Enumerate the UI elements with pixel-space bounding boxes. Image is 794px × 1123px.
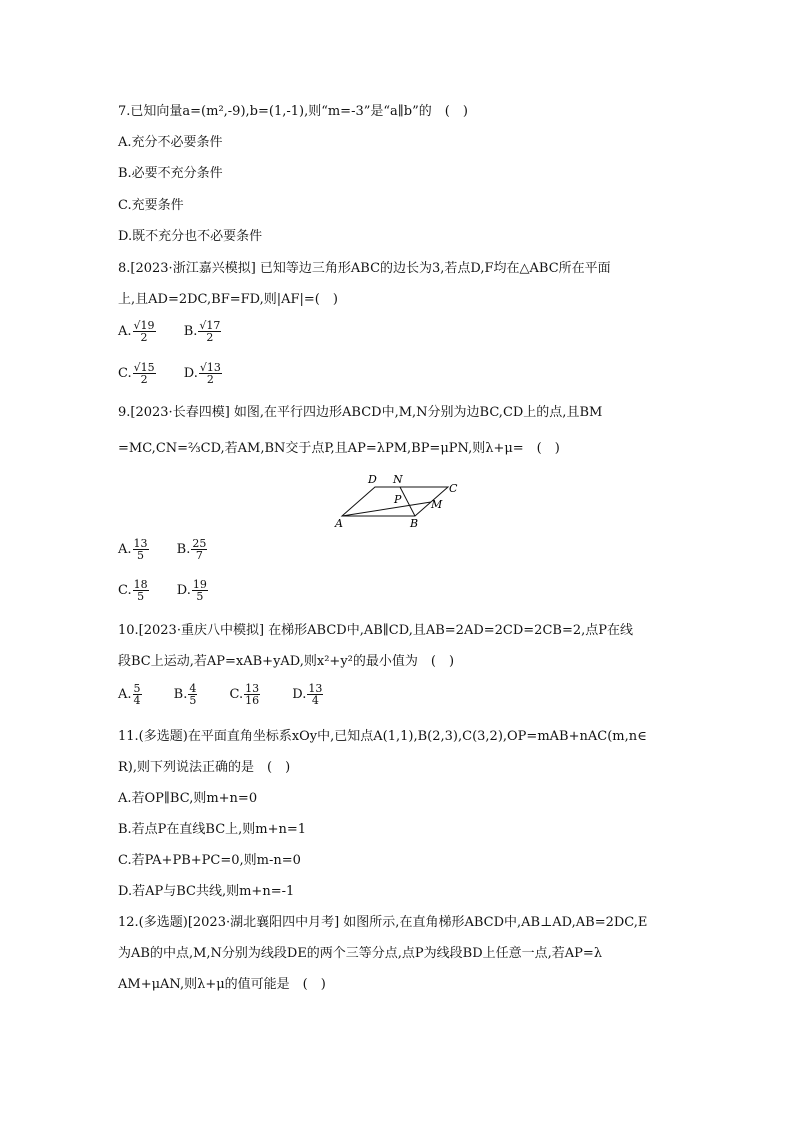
q8-option-c: C. $\frac{√15}{2}$ [118, 361, 155, 386]
label-b: B [410, 517, 419, 530]
q9-stem-line2: =MC,CN=⅔CD,若AM,BN交于点P,且AP=λPM,BP=μPN,则λ+μ= ( ) [118, 441, 560, 456]
label-p: P [394, 493, 402, 506]
q12-stem-line2: 为AB的中点,M,N分别为线段DE的两个三等分点,点P为线段BD上任意一点,若AP=λ [118, 946, 603, 961]
label-c: C [449, 482, 458, 495]
parallelogram-diagram [330, 472, 470, 532]
q9-options-row1 [118, 538, 207, 561]
q9-option-d: D. $\frac{19}{5}$ [176, 578, 207, 603]
label-m: M [431, 498, 443, 511]
q7-stem: 7.已知向量a=(m²,-9),b=(1,-1),则“m=-3”是“a∥b”的 ( ) [118, 104, 468, 119]
q9-option-c: C. $\frac{18}{5}$ [118, 578, 148, 603]
q10-options-row [118, 683, 323, 706]
q10-stem-line2: 段BC上运动,若AP=xAB+yAD,则x²+y²的最小值为 ( ) [118, 654, 455, 669]
q8-stem-line2: 上,且AD=2DC,BF=FD,则|AF|=( ) [118, 292, 338, 307]
q11-option-d: D.若AP与BC共线,则m+n=-1 [118, 884, 295, 899]
q12-stem-line3: AM+μAN,则λ+μ的值可能是 ( ) [118, 977, 326, 992]
q12-stem-line1: 12.(多选题)[2023·湖北襄阳四中月考] 如图所示,在直角梯形ABCD中,AB⊥AD,AB=2DC,E [118, 915, 648, 930]
q8-options-row1 [118, 320, 221, 343]
q11-option-c: C.若PA+PB+PC=0,则m-n=0 [118, 853, 301, 868]
q10-option-a: A. $\frac{5}{4}$ [118, 682, 141, 707]
segment-bn [400, 487, 415, 516]
q11-stem-line2: R),则下列说法正确的是 ( ) [118, 760, 291, 775]
parallelogram-figure [330, 472, 470, 532]
q8-option-a: A. $\frac{√19}{2}$ [118, 319, 155, 344]
q8-option-b: B. $\frac{√17}{2}$ [183, 319, 221, 344]
q9-options-row2 [118, 579, 208, 602]
q7-option-a: A.充分不必要条件 [118, 135, 223, 150]
q10-stem-line1: 10.[2023·重庆八中模拟] 在梯形ABCD中,AB∥CD,且AB=2AD=2CD=2CB=2,点P在线 [118, 623, 633, 638]
q7-option-c: C.充要条件 [118, 198, 184, 213]
q8-stem-line1: 8.[2023·浙江嘉兴模拟] 已知等边三角形ABC的边长为3,若点D,F均在△ABC所在平面 [118, 261, 611, 276]
q8-option-d: D. $\frac{√13}{2}$ [183, 361, 221, 386]
q9-stem-line1: 9.[2023·长春四模] 如图,在平行四边形ABCD中,M,N分别为边BC,CD上的点,且BM [118, 405, 603, 420]
label-n: N [393, 473, 403, 486]
q11-stem-line1: 11.(多选题)在平面直角坐标系xOy中,已知点A(1,1),B(2,3),C(3,2),OP=mAB+nAC(m,n∈ [118, 729, 647, 744]
q9-option-a: A. $\frac{13}{5}$ [118, 537, 148, 562]
label-d: D [368, 473, 377, 486]
q11-option-b: B.若点P在直线BC上,则m+n=1 [118, 822, 307, 837]
q10-option-d: D. $\frac{13}{4}$ [292, 682, 323, 707]
q7-option-d: D.既不充分也不必要条件 [118, 229, 263, 244]
label-a: A [335, 517, 343, 530]
q7-option-b: B.必要不充分条件 [118, 166, 223, 181]
q10-option-b: B. $\frac{4}{5}$ [173, 682, 197, 707]
q10-option-c: C. $\frac{13}{16}$ [229, 682, 260, 707]
q8-options-row2 [118, 362, 222, 385]
q9-option-b: B. $\frac{25}{7}$ [176, 537, 207, 562]
q11-option-a: A.若OP∥BC,则m+n=0 [118, 791, 258, 806]
